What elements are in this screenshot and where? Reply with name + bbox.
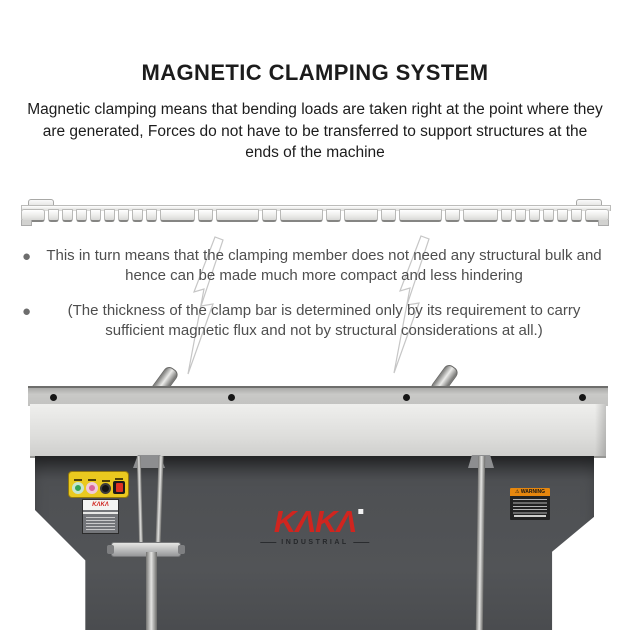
clamp-bar-segment	[216, 209, 259, 222]
clamp-bar-segment	[90, 209, 101, 222]
machine-beam-top	[28, 386, 608, 406]
control-panel	[68, 471, 129, 498]
button-label-mark	[88, 479, 96, 481]
intro-text: Magnetic clamping means that bending loads are taken right at the point where they are generated, Forces do not have to be transferred to support structures at the ends of the machine	[27, 101, 603, 161]
start-button	[72, 479, 84, 494]
bolt-icon	[50, 394, 57, 401]
brand-logo	[260, 504, 369, 546]
clamp-bar-segment	[62, 209, 73, 222]
spec-label-text-lines	[86, 517, 115, 531]
clamp-bar-segment	[445, 209, 460, 222]
bullet-dot-icon: ●	[22, 303, 32, 320]
clamp-rod	[146, 552, 157, 630]
machine-photo	[0, 360, 630, 630]
brand-logo-subtext: INDUSTRIAL	[260, 539, 369, 546]
stop-button-icon	[86, 482, 98, 494]
clamp-bar-segment	[543, 209, 554, 222]
brand-logo-text: KΛKΛ	[274, 508, 356, 536]
clamp-bar-segment	[280, 209, 323, 222]
stop-button	[86, 479, 98, 494]
bolt-icon	[403, 394, 410, 401]
knob-button-icon	[100, 483, 111, 494]
spec-label	[82, 499, 119, 534]
clamp-bar-segment	[262, 209, 277, 222]
clamp-bar-segment	[48, 209, 59, 222]
machine-beam	[30, 404, 606, 458]
page-title: MAGNETIC CLAMPING SYSTEM	[141, 60, 489, 85]
bullet-item	[22, 246, 610, 286]
button-label-mark	[115, 478, 123, 480]
clamp-bar-segment	[118, 209, 129, 222]
button-label-mark	[102, 480, 110, 482]
clamp-bar-segment	[160, 209, 195, 222]
clamp-bar-segment	[501, 209, 512, 222]
bolt-icon	[579, 394, 586, 401]
clamp-bar-segment	[557, 209, 568, 222]
clamp-bar-segment	[463, 209, 498, 222]
power-switch	[113, 478, 125, 494]
clamp-bar-segment	[146, 209, 157, 222]
bullet-dot-icon: ●	[22, 248, 32, 265]
clamp-bar-segment	[326, 209, 341, 222]
power-switch-icon	[113, 481, 125, 494]
bullet-text: (The thickness of the clamp bar is determined only by its requirement to carry sufficient magnetic flux and not by structural considerations at all.)	[67, 302, 581, 339]
brand-mark-icon	[358, 509, 363, 514]
clamp-bar-segment	[198, 209, 213, 222]
clamp-bar-segment	[344, 209, 379, 222]
clamp-bar-segment	[76, 209, 87, 222]
knob-button	[100, 480, 111, 494]
warning-label-footer-line	[514, 515, 546, 517]
start-button-icon	[72, 482, 84, 494]
clamp-bar-segment	[132, 209, 143, 222]
bullet-list	[22, 246, 610, 356]
warning-label-text-lines	[513, 499, 547, 514]
clamp-bar-segment	[571, 209, 582, 222]
spec-label-brand: KΛKΛ	[83, 500, 118, 510]
button-label-mark	[74, 479, 82, 481]
warning-label-header: ⚠ WARNING	[510, 488, 550, 496]
clamp-bar-segment	[515, 209, 526, 222]
clamp-bar-foot	[598, 220, 609, 226]
clamp-bar-segment	[399, 209, 442, 222]
clamp-bar-segments	[21, 209, 609, 222]
clamp-bar-segment	[104, 209, 115, 222]
bullet-text: This in turn means that the clamping member does not need any structural bulk and hence can be made much more compact and less hindering	[46, 247, 602, 284]
clamp-bar-segment	[529, 209, 540, 222]
clamp-bar-segment	[381, 209, 396, 222]
warning-icon: ⚠	[514, 489, 520, 495]
bullet-item	[22, 301, 610, 341]
spec-label-divider	[83, 512, 118, 514]
bolt-icon	[228, 394, 235, 401]
clamp-bar-foot	[21, 220, 32, 226]
warning-label	[510, 488, 550, 520]
clamp-bar-image	[21, 203, 609, 225]
